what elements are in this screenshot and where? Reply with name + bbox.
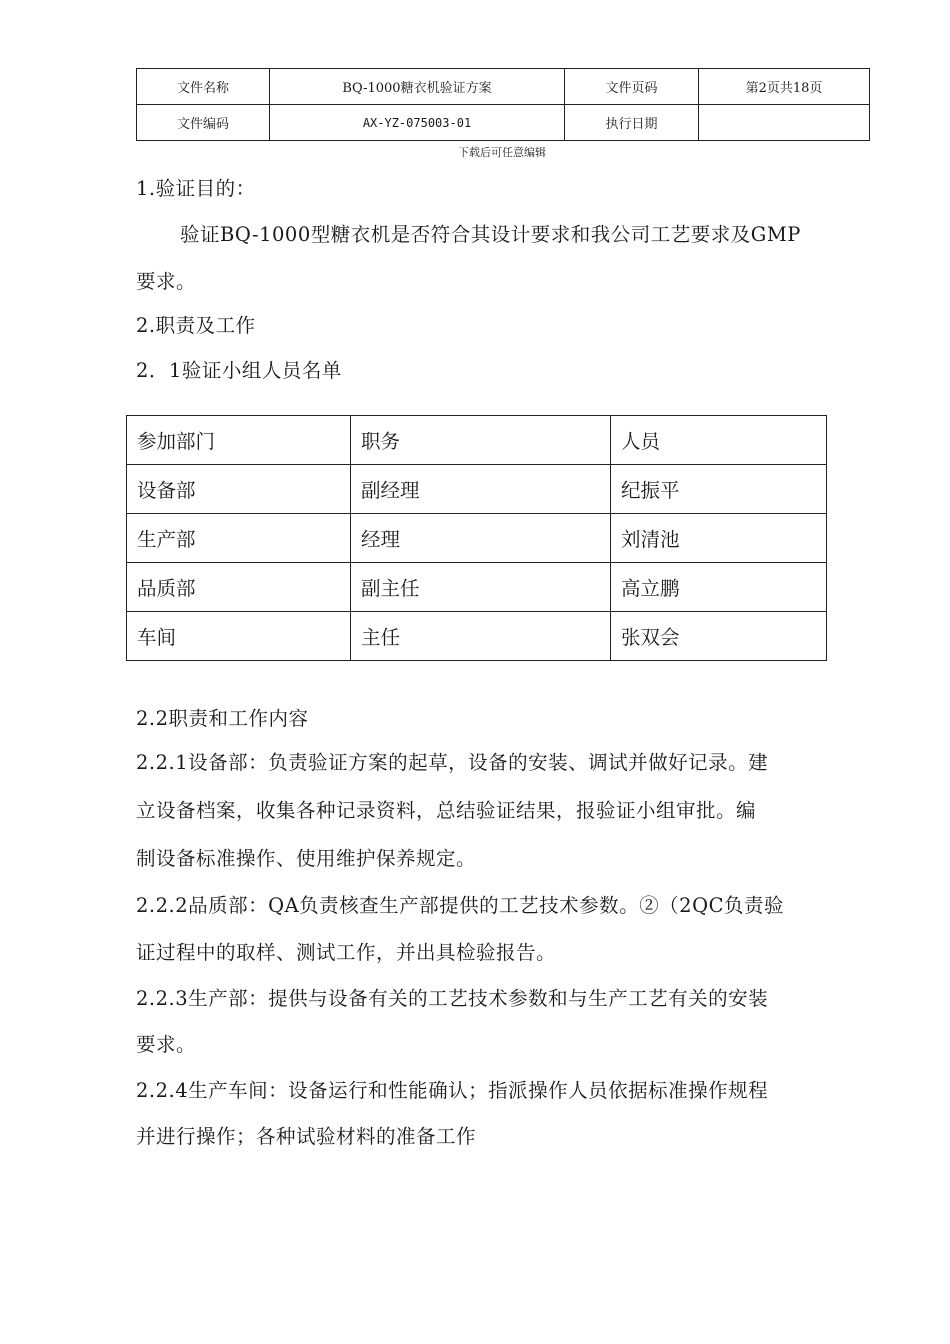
cell-position: 副主任 (351, 563, 611, 612)
section-2-2-2-line-2: 证过程中的取样、测试工作，并出具检验报告。 (136, 941, 557, 964)
file-name-label: 文件名称 (137, 69, 270, 105)
section-1-title: 1.验证目的： (136, 177, 256, 200)
cell-person: 张双会 (611, 612, 827, 661)
header-row-2 (137, 105, 870, 141)
section-2-2-2-line-1: 2.2.2品质部：QA负责核查生产部提供的工艺技术参数。②（2QC负责验 (136, 894, 784, 917)
table-row (127, 514, 827, 563)
section-2-2-4-line-2: 并进行操作；各种试验材料的准备工作 (136, 1125, 477, 1148)
file-code-label: 文件编码 (137, 105, 270, 141)
cell-department: 车间 (127, 612, 351, 661)
page-number-value: 第2页共18页 (699, 69, 870, 105)
section-2-title: 2.职责及工作 (136, 314, 256, 337)
file-name-value: BQ-1000糖衣机验证方案 (270, 69, 565, 105)
table-header-row (127, 416, 827, 465)
section-2-2-1-line-2: 立设备档案，收集各种记录资料，总结验证结果，报验证小组审批。编 (136, 799, 757, 822)
cell-department: 设备部 (127, 465, 351, 514)
cell-position: 主任 (351, 612, 611, 661)
section-1-text-line-2: 要求。 (136, 270, 197, 293)
section-2-2-1-line-1: 2.2.1设备部：负责验证方案的起草，设备的安装、调试并做好记录。建 (136, 751, 769, 774)
column-header-person: 人员 (611, 416, 827, 465)
table-row (127, 612, 827, 661)
table-row (127, 563, 827, 612)
section-2-2-3-line-2: 要求。 (136, 1033, 197, 1056)
execution-date-label: 执行日期 (565, 105, 699, 141)
section-2-2-title: 2.2职责和工作内容 (136, 707, 309, 730)
section-2-2-4-line-1: 2.2.4生产车间：设备运行和性能确认；指派操作人员依据标准操作规程 (136, 1079, 769, 1102)
header-row-1 (137, 69, 870, 105)
section-2-1-title: 2．1验证小组人员名单 (136, 359, 342, 382)
page-number-label: 文件页码 (565, 69, 699, 105)
cell-person: 高立鹏 (611, 563, 827, 612)
cell-department: 品质部 (127, 563, 351, 612)
document-header-table (136, 68, 870, 141)
cell-person: 刘清池 (611, 514, 827, 563)
cell-position: 经理 (351, 514, 611, 563)
column-header-position: 职务 (351, 416, 611, 465)
column-header-department: 参加部门 (127, 416, 351, 465)
section-2-2-3-line-1: 2.2.3生产部：提供与设备有关的工艺技术参数和与生产工艺有关的安装 (136, 987, 769, 1010)
cell-department: 生产部 (127, 514, 351, 563)
file-code-value: AX-YZ-075003-01 (270, 105, 565, 141)
section-1-text-line-1: 验证BQ-1000型糖衣机是否符合其设计要求和我公司工艺要求及GMP (180, 223, 801, 246)
section-2-2-1-line-3: 制设备标准操作、使用维护保养规定。 (136, 847, 477, 870)
validation-team-table (126, 415, 827, 661)
download-note: 下载后可任意编辑 (458, 146, 546, 159)
cell-person: 纪振平 (611, 465, 827, 514)
table-row (127, 465, 827, 514)
execution-date-value (699, 105, 870, 141)
cell-position: 副经理 (351, 465, 611, 514)
